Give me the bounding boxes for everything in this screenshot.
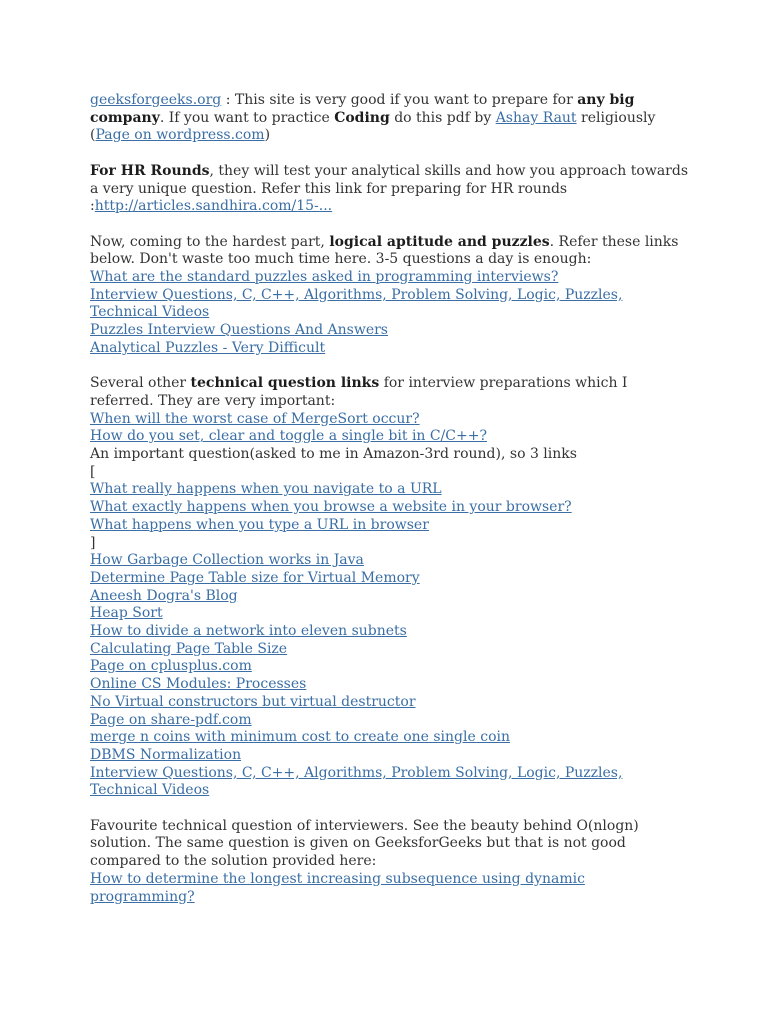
list-item — [90, 658, 690, 676]
link-sandhira-articles[interactable]: http://articles.sandhira.com/15-... — [94, 198, 333, 215]
list-item — [90, 871, 690, 906]
list-item — [90, 552, 690, 570]
list-item — [90, 499, 690, 517]
puzzles-text-2: . Refer these links below. Don't waste too much time here. 3-5 questions a day is enough: — [90, 233, 679, 268]
technical-text-1: Several other — [90, 375, 191, 392]
puzzles-bold: logical aptitude and puzzles — [329, 233, 550, 250]
link-interview-questions-videos[interactable]: Interview Questions, C, C++, Algorithms, Problem Solving, Logic, Puzzles, Technical Videos — [90, 286, 623, 321]
paragraph-gap — [90, 216, 690, 234]
amazon-note: An important question(asked to me in Amazon-3rd round), so 3 links — [90, 446, 577, 463]
list-item — [90, 641, 690, 659]
link-garbage-collection[interactable]: How Garbage Collection works in Java — [90, 552, 364, 569]
intro-paragraph — [90, 92, 690, 145]
intro-text-4: religiously ( — [90, 109, 656, 144]
list-item — [90, 712, 690, 730]
link-page-table-size[interactable]: Calculating Page Table Size — [90, 640, 288, 657]
list-item — [90, 322, 690, 340]
link-page-table-virtual-memory[interactable]: Determine Page Table size for Virtual Memory — [90, 569, 420, 586]
hr-rounds-paragraph — [90, 163, 690, 216]
intro-text-5: ) — [264, 127, 271, 144]
hr-rounds-heading: For HR Rounds — [90, 162, 210, 179]
list-item — [90, 747, 690, 765]
link-share-pdf[interactable]: Page on share-pdf.com — [90, 711, 252, 728]
hr-rounds-text: , they will test your analytical skills and how you approach towards a very unique question. Refer this link for preparing for HR rounds : — [90, 162, 689, 215]
list-item — [90, 694, 690, 712]
intro-bold-company: any big company — [90, 92, 635, 126]
link-aneesh-dogra-blog[interactable]: Aneesh Dogra's Blog — [90, 587, 238, 604]
link-merge-coins[interactable]: merge n coins with minimum cost to create one single coin — [90, 729, 510, 746]
link-type-url[interactable]: What happens when you type a URL in browser — [90, 516, 429, 533]
document-page — [90, 92, 690, 906]
link-standard-puzzles[interactable]: What are the standard puzzles asked in programming interviews? — [90, 269, 559, 285]
list-item — [90, 588, 690, 606]
link-interview-questions-videos-2[interactable]: Interview Questions, C, C++, Algorithms, Problem Solving, Logic, Puzzles, Technical Videos — [90, 764, 623, 799]
link-page-on-wordpress[interactable]: Page on wordpress.com — [95, 127, 265, 144]
list-item — [90, 287, 690, 322]
close-bracket: ] — [90, 534, 96, 551]
puzzles-paragraph — [90, 234, 690, 269]
link-dbms-normalization[interactable]: DBMS Normalization — [90, 746, 242, 763]
list-item — [90, 729, 690, 747]
paragraph-gap — [90, 358, 690, 376]
list-item — [90, 340, 690, 358]
list-item — [90, 623, 690, 641]
list-item — [90, 570, 690, 588]
link-virtual-destructor[interactable]: No Virtual constructors but virtual destructor — [90, 693, 416, 710]
intro-text-1: : This site is very good if you want to prepare for — [221, 92, 578, 108]
favourite-question-paragraph: Favourite technical question of interviewers. See the beauty behind O(nlogn) solution. The same question is given on GeeksforGeeks but that is not good compared to the solution provided here: — [90, 817, 639, 870]
link-heap-sort[interactable]: Heap Sort — [90, 605, 163, 622]
list-item — [90, 269, 690, 287]
list-item — [90, 765, 690, 800]
list-item — [90, 605, 690, 623]
link-analytical-puzzles[interactable]: Analytical Puzzles - Very Difficult — [90, 339, 326, 356]
list-item — [90, 411, 690, 429]
list-item — [90, 428, 690, 446]
technical-text-2: for interview preparations which I referred. They are very important: — [90, 375, 628, 409]
link-navigate-url[interactable]: What really happens when you navigate to a URL — [90, 481, 442, 498]
intro-text-3: do this pdf by — [389, 109, 496, 126]
link-browse-website[interactable]: What exactly happens when you browse a website in your browser? — [90, 499, 572, 516]
puzzles-text-1: Now, coming to the hardest part, — [90, 233, 330, 250]
link-mergesort-worst-case[interactable]: When will the worst case of MergeSort occur? — [90, 410, 420, 427]
link-toggle-bit[interactable]: How do you set, clear and toggle a single bit in C/C++? — [90, 428, 487, 445]
link-cs-modules-processes[interactable]: Online CS Modules: Processes — [90, 676, 307, 693]
paragraph-gap — [90, 800, 690, 818]
link-cplusplus[interactable]: Page on cplusplus.com — [90, 658, 252, 675]
intro-text-2: . If you want to practice — [159, 109, 335, 126]
intro-bold-coding: Coding — [334, 109, 390, 126]
technical-bold: technical question links — [190, 375, 380, 392]
link-geeksforgeeks[interactable]: geeksforgeeks.org — [90, 92, 222, 108]
list-item — [90, 676, 690, 694]
technical-links-paragraph — [90, 375, 690, 410]
open-bracket: [ — [90, 463, 96, 480]
link-ashay-raut[interactable]: Ashay Raut — [495, 109, 577, 126]
link-longest-increasing-subsequence[interactable]: How to determine the longest increasing subsequence using dynamic programming? — [90, 870, 585, 905]
list-item — [90, 481, 690, 499]
link-eleven-subnets[interactable]: How to divide a network into eleven subnets — [90, 623, 407, 640]
paragraph-gap — [90, 145, 690, 163]
link-puzzles-qa[interactable]: Puzzles Interview Questions And Answers — [90, 322, 388, 339]
list-item — [90, 517, 690, 535]
